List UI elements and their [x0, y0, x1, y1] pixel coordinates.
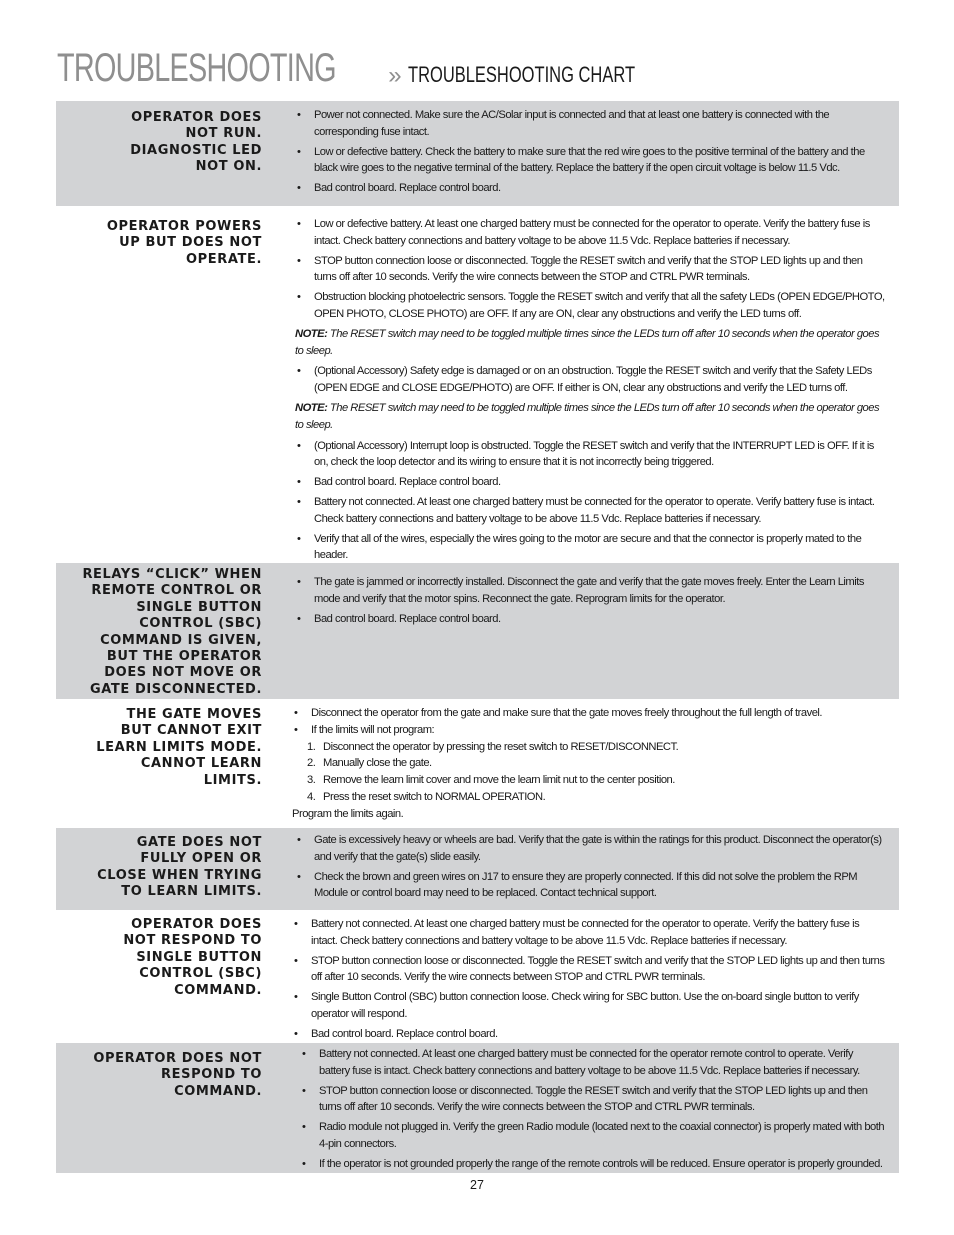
- list-item: • Battery not connected. At least one charged battery must be connected for the operator remote control to operate. Verify battery fuse is intact. Check battery connections and battery voltage to be above 11.5 Vdc. Replace batteries if necessary.: [300, 1046, 885, 1080]
- note-label: NOTE:: [295, 401, 328, 414]
- solution-cell: [262, 101, 899, 206]
- list-item: • STOP button connection loose or disconnected. Toggle the RESET switch and verify that the STOP LED lights up and then turns off after 10 seconds. Verify the wire connects between the STOP and CTRL PWR terminals.: [300, 1083, 885, 1117]
- solution-cell: [262, 699, 899, 828]
- solution-cell: [262, 828, 899, 910]
- problem-cell: OPERATOR DOES NOT RESPOND TO SINGLE BUTTON CONTROL (SBC) COMMAND.: [123, 917, 262, 998]
- list-item: • Verify that all of the wires, especially the wires going to the motor are secure and that the connector is properly mated to the header.: [295, 531, 885, 565]
- table-row: [56, 699, 899, 828]
- list-item: • Bad control board. Replace control board.: [295, 474, 885, 491]
- table-row: [56, 563, 899, 699]
- problem-cell: OPERATOR POWERS UP BUT DOES NOT OPERATE.: [106, 219, 262, 267]
- list-item: • Check the brown and green wires on J17 to ensure they are properly connected. If this did not solve the problem the RPM Module or control board may need to be replaced. Contact technical support.: [295, 869, 885, 903]
- table-row: [56, 910, 899, 1043]
- list-item: • Disconnect the operator from the gate and make sure that the gate moves freely throughout the full length of travel.: [292, 705, 885, 722]
- list-item: • Battery not connected. At least one charged battery must be connected for the operator to operate. Verify the battery fuse is intact. Check battery connections and battery voltage to be above 11.5 Vdc. Replace batteries if necessary.: [292, 916, 885, 950]
- list-item: 2. Manually close the gate.: [292, 755, 885, 772]
- note-label: NOTE:: [295, 327, 328, 340]
- page-subtitle: TROUBLESHOOTING CHART: [407, 62, 635, 87]
- list-item: • STOP button connection loose or disconnected. Toggle the RESET switch and verify that the STOP LED lights up and then turns off after 10 seconds. Verify the wire connects between STOP and CTRL PWR terminals.: [292, 953, 885, 987]
- list-item: • If the operator is not grounded properly the range of the remote controls will be reduced. Ensure operator is properly grounded.: [300, 1156, 885, 1173]
- list-item: • Bad control board. Replace control board.: [292, 1026, 885, 1043]
- list-item: • Battery not connected. At least one charged battery must be connected for the operator to operate. Verify battery fuse is intact. Check battery connections and battery voltage to be above 11.5 Vdc. Replace batteries if necessary.: [295, 494, 885, 528]
- note: [295, 326, 885, 360]
- list-item: • Bad control board. Replace control board.: [295, 180, 885, 197]
- table-row: [56, 1043, 899, 1173]
- note-text: The RESET switch may need to be toggled multiple times since the LEDs turn off after 10 seconds when the operator goes to sleep.: [295, 327, 880, 357]
- problem-cell: GATE DOES NOT FULLY OPEN OR CLOSE WHEN TRYING TO LEARN LIMITS.: [97, 835, 262, 900]
- list-item: • Obstruction blocking photoelectric sensors. Toggle the RESET switch and verify that all the safety LEDs (OPEN EDGE/PHOTO, OPEN PHOTO, CLOSE PHOTO) are OFF. If any are ON, clear any obstructions and verify the LED turns off.: [295, 289, 885, 323]
- page-number: 27: [470, 1178, 484, 1192]
- note: [295, 400, 885, 434]
- list-item: • Bad control board. Replace control board.: [295, 611, 885, 628]
- table-row: [56, 828, 899, 910]
- list-item: 4. Press the reset switch to NORMAL OPERATION.: [292, 789, 885, 806]
- page-title: TROUBLESHOOTING: [57, 46, 336, 90]
- list-item: • Gate is excessively heavy or wheels are bad. Verify that the gate is within the ratings for this product. Disconnect the operator(s) and verify that the gate(s) slide easily.: [295, 832, 885, 866]
- solution-cell: [262, 910, 899, 1043]
- list-item: • If the limits will not program:: [292, 722, 885, 739]
- table-row: [56, 206, 899, 563]
- list-item: • STOP button connection loose or disconnected. Toggle the RESET switch and verify that the STOP LED lights up and then turns off after 10 seconds. Verify the wire connects between the STOP and CTRL PWR terminals.: [295, 253, 885, 287]
- page-header: [57, 46, 907, 90]
- list-item: • Single Button Control (SBC) button connection loose. Check wiring for SBC button. Use the on-board single button to verify operator will respond.: [292, 989, 885, 1023]
- solution-cell: [262, 1043, 899, 1173]
- list-item: • (Optional Accessory) Interrupt loop is obstructed. Toggle the RESET switch and verify that the INTERRUPT LED is OFF. If it is on, check the loop detector and its wiring to ensure that it is not incorrectly being triggered.: [295, 438, 885, 472]
- troubleshooting-table: [56, 101, 899, 1173]
- closing-text: Program the limits again.: [292, 807, 404, 820]
- list-item: • Radio module not plugged in. Verify the green Radio module (located next to the coaxial connector) is properly mated with both 4-pin connectors.: [300, 1119, 885, 1153]
- list-item: • The gate is jammed or incorrectly installed. Disconnect the gate and verify that the gate moves freely. Enter the Learn Limits mode and verify that the motor spins. Reconnect the gate. Reprogram limits for the operator.: [295, 574, 885, 608]
- list-item: 3. Remove the learn limit cover and move the learn limit nut to the center position.: [292, 772, 885, 789]
- step-list: [292, 739, 885, 806]
- solution-cell: [262, 206, 899, 563]
- list-item: • Power not connected. Make sure the AC/Solar input is connected and that at least one battery is connected with the corresponding fuse intact.: [295, 107, 885, 141]
- title-separator: »: [388, 62, 402, 89]
- table-row: [56, 101, 899, 206]
- list-item: • Low or defective battery. Check the battery to make sure that the red wire goes to the positive terminal of the battery and the black wire goes to the negative terminal of the battery. Replace the battery if the open circuit voltage is below 11.5 Vdc.: [295, 144, 885, 178]
- problem-cell: OPERATOR DOES NOT RUN. DIAGNOSTIC LED NOT ON.: [130, 110, 262, 175]
- note-text: The RESET switch may need to be toggled multiple times since the LEDs turn off after 10 seconds when the operator goes to sleep.: [295, 401, 880, 431]
- list-item: 1. Disconnect the operator by pressing the reset switch to RESET/DISCONNECT.: [292, 739, 885, 756]
- problem-cell: THE GATE MOVES BUT CANNOT EXIT LEARN LIMITS MODE. CANNOT LEARN LIMITS.: [96, 707, 262, 788]
- solution-cell: [262, 563, 899, 699]
- list-item: • Low or defective battery. At least one charged battery must be connected for the operator to operate. Verify the battery fuse is intact. Check battery connections and battery voltage to be above 11.5 Vdc. Replace batteries if necessary.: [295, 216, 885, 250]
- problem-cell: OPERATOR DOES NOT RESPOND TO COMMAND.: [93, 1051, 262, 1099]
- list-item: • (Optional Accessory) Safety edge is damaged or on an obstruction. Toggle the RESET switch and verify that the Safety LEDs (OPEN EDGE and CLOSE EDGE/PHOTO) are OFF. If either is ON, clear any obstructions and verify the LED turns off.: [295, 363, 885, 397]
- problem-cell: RELAYS “CLICK” WHEN REMOTE CONTROL OR SINGLE BUTTON CONTROL (SBC) COMMAND IS GIVEN, BUT THE OPERATOR DOES NOT MOVE OR GATE DISCONNECTED.: [82, 567, 262, 697]
